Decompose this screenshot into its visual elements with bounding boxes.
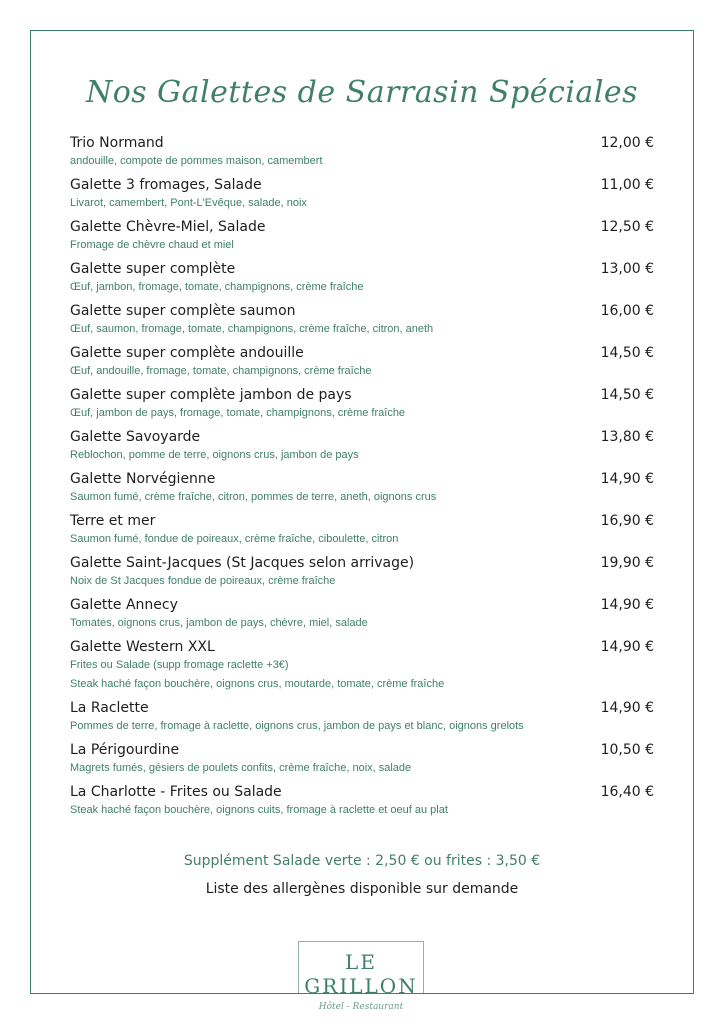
menu-item [70,742,654,777]
menu-item-name: Galette Saint-Jacques (St Jacques selon arrivage) [70,555,415,571]
menu-item-description: Œuf, jambon, fromage, tomate, champignons, crème fraîche [70,281,364,293]
menu-item [70,555,654,590]
menu-item-header [70,261,654,277]
menu-item-description: Reblochon, pomme de terre, oignons crus, jambon de pays [70,449,359,461]
menu-item-description: Pommes de terre, fromage à raclette, oignons crus, jambon de pays et blanc, oignons grelots [70,720,524,732]
menu-item-description: Steak haché façon bouchère, oignons cuits, fromage à raclette et oeuf au plat [70,804,448,816]
menu-item-price: 16,00 € [600,303,654,319]
menu-item-name: La Charlotte - Frites ou Salade [70,784,282,800]
menu-title: Nos Galettes de Sarrasin Spéciales [85,75,639,110]
menu-item-price: 14,90 € [600,597,654,613]
menu-item-description: Fromage de chèvre chaud et miel [70,239,234,251]
menu-item-name: La Raclette [70,700,149,716]
menu-item-description: Œuf, andouille, fromage, tomate, champignons, crème fraîche [70,365,372,377]
menu-item-header [70,784,654,800]
menu-item-header [70,471,654,487]
menu-item-price: 12,00 € [600,135,654,151]
menu-item-description: andouille, compote de pommes maison, camembert [70,155,323,167]
menu-item-name: Galette super complète andouille [70,345,304,361]
menu-item-description: Saumon fumé, crème fraîche, citron, pommes de terre, aneth, oignons crus [70,491,437,503]
menu-item-header [70,177,654,193]
menu-item-description: Noix de St Jacques fondue de poireaux, crème fraîche [70,575,336,587]
menu-item-header [70,639,654,655]
menu-item-name: Galette Annecy [70,597,178,613]
menu-item-name: Galette Savoyarde [70,429,201,445]
menu-item-header [70,135,654,151]
menu-item-price: 16,40 € [600,784,654,800]
menu-item [70,261,654,296]
supplement-note: Supplément Salade verte : 2,50 € ou frites : 3,50 € [183,853,541,869]
menu-item-name: Galette super complète jambon de pays [70,387,352,403]
menu-item-description: Frites ou Salade (supp fromage raclette +3€) [70,659,289,671]
menu-item [70,135,654,170]
menu-item [70,387,654,422]
menu-item-header [70,597,654,613]
menu-item-header [70,387,654,403]
menu-item-price: 14,90 € [600,639,654,655]
menu-item [70,429,654,464]
menu-item-name: La Périgourdine [70,742,180,758]
menu-item [70,177,654,212]
menu-item-price: 11,00 € [600,177,654,193]
menu-item-header [70,345,654,361]
menu-item-price: 19,90 € [600,555,654,571]
menu-item-header [70,555,654,571]
menu-item [70,784,654,819]
allergens-note: Liste des allergènes disponible sur demande [205,881,519,897]
menu-item [70,303,654,338]
menu-item-header [70,513,654,529]
menu-item-description: Œuf, saumon, fromage, tomate, champignons, crème fraîche, citron, aneth [70,323,434,335]
menu-item-price: 14,90 € [600,471,654,487]
menu-page [30,30,694,1012]
menu-item-header [70,219,654,235]
logo-main-text: LE GRILLON [304,950,418,998]
menu-item-description: Saumon fumé, fondue de poireaux, crème fraîche, ciboulette, citron [70,533,399,545]
menu-item-name: Galette Norvégienne [70,471,216,487]
menu-item-name: Galette super complète [70,261,236,277]
menu-item-price: 13,80 € [600,429,654,445]
menu-item-price: 14,50 € [600,345,654,361]
menu-item-price: 16,90 € [600,513,654,529]
menu-item [70,471,654,506]
menu-item-description: Magrets fumés, gésiers de poulets confits, crème fraîche, noix, salade [70,762,412,774]
menu-item-name: Terre et mer [70,513,156,529]
menu-item-price: 14,50 € [600,387,654,403]
menu-item [70,513,654,548]
menu-item-price: 13,00 € [600,261,654,277]
menu-item [70,639,654,693]
menu-item-header [70,429,654,445]
menu-item-price: 10,50 € [600,742,654,758]
menu-item-description: Livarot, camembert, Pont-L'Evêque, salade, noix [70,197,307,209]
menu-item-name: Galette Chèvre-Miel, Salade [70,219,266,235]
menu-item-price: 14,90 € [600,700,654,716]
menu-item-description: Tomates, oignons crus, jambon de pays, chèvre, miel, salade [70,617,368,629]
menu-item [70,700,654,735]
menu-item-name: Trio Normand [70,135,164,151]
logo-sub-text: Hôtel - Restaurant [318,1002,404,1012]
menu-item [70,597,654,632]
menu-item-name: Galette 3 fromages, Salade [70,177,262,193]
menu-item-description: Œuf, jambon de pays, fromage, tomate, champignons, crème fraîche [70,407,406,419]
menu-item-name: Galette super complète saumon [70,303,296,319]
menu-items-list [70,135,654,826]
menu-item [70,219,654,254]
menu-item-header [70,303,654,319]
menu-item-description: Steak haché façon bouchère, oignons crus, moutarde, tomate, crème fraîche [70,678,445,690]
menu-item-name: Galette Western XXL [70,639,215,655]
menu-item [70,345,654,380]
menu-item-price: 12,50 € [600,219,654,235]
menu-item-header [70,742,654,758]
restaurant-logo [298,941,424,1012]
menu-item-header [70,700,654,716]
